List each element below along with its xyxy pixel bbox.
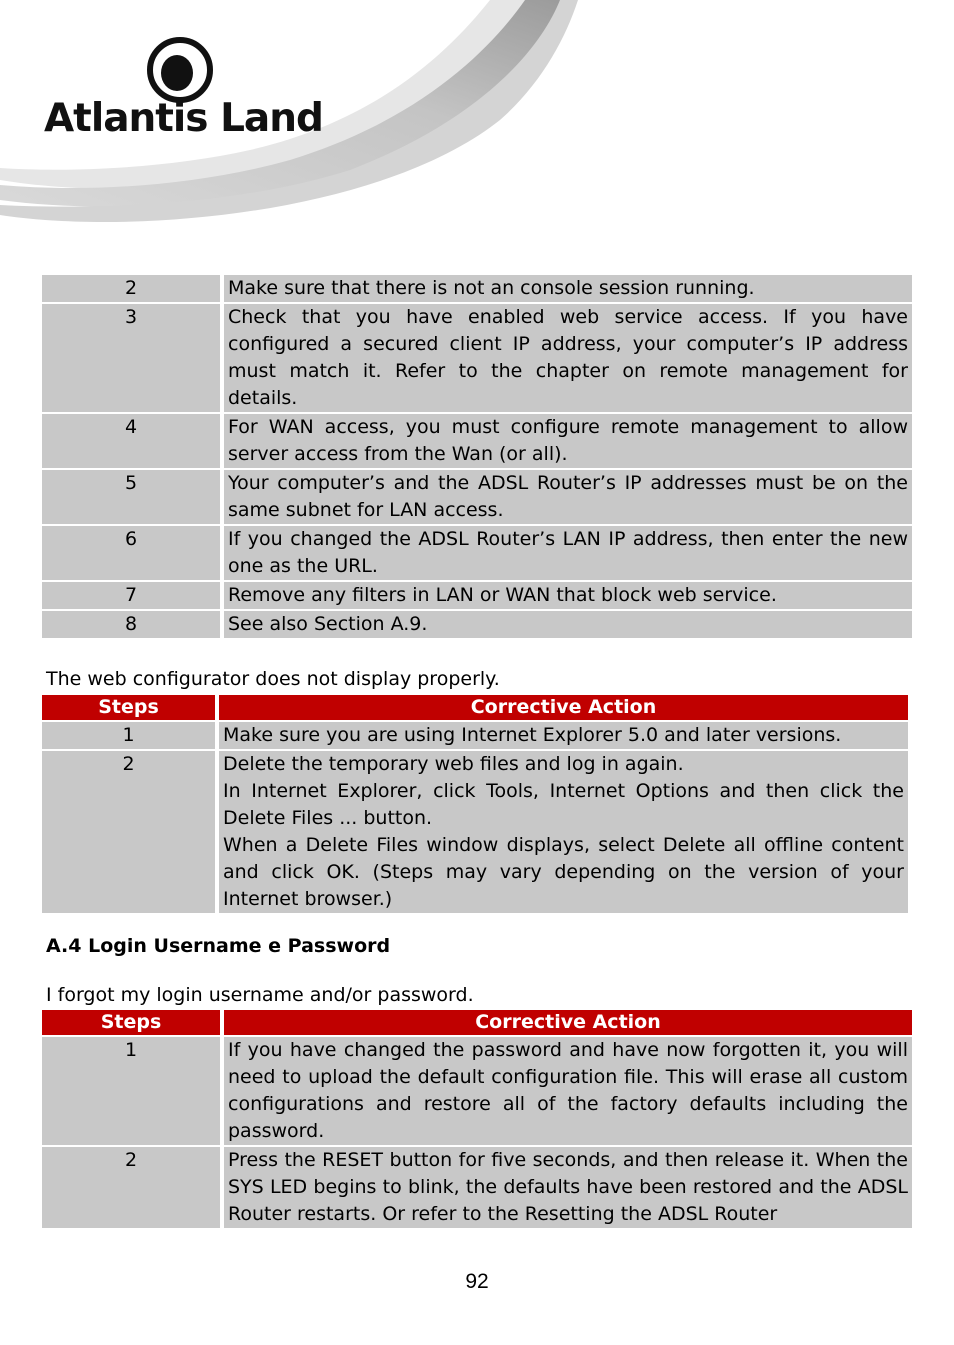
table-row [42, 1037, 912, 1145]
table-row [42, 526, 912, 580]
step-number: 1 [42, 722, 215, 749]
step-number: 2 [42, 275, 220, 302]
table-row [42, 414, 912, 468]
step-description [224, 470, 912, 524]
step-description [224, 304, 912, 412]
step-description [224, 414, 912, 468]
step-description [224, 526, 912, 580]
brand-logo-text: Atlantis Land [44, 96, 323, 141]
step-text: Check that you have enabled web service access. If you have configured a secured client IP address, your computer’s IP address must match it. Refer to the chapter on remote management for details. [228, 306, 908, 409]
step-text: See also Section A.9. [228, 613, 428, 635]
step-description [224, 611, 912, 638]
section3-heading: A.4 Login Username e Password [46, 935, 391, 957]
step-number: 8 [42, 611, 220, 638]
step-text: If you changed the ADSL Router’s LAN IP address, then enter the new one as the URL. [228, 528, 908, 577]
step-number: 2 [42, 1147, 220, 1228]
table-row [42, 304, 912, 412]
step-text: Delete the temporary web files and log in again. [223, 753, 684, 775]
step-number: 6 [42, 526, 220, 580]
step-number: 3 [42, 304, 220, 412]
step-description [219, 722, 908, 749]
step-text: Make sure you are using Internet Explorer 5.0 and later versions. [223, 724, 842, 746]
step-number: 2 [42, 751, 215, 913]
step-description [224, 1037, 912, 1145]
section3-intro: I forgot my login username and/or password. [46, 984, 474, 1006]
step-number: 5 [42, 470, 220, 524]
table-row [42, 751, 908, 913]
action-header: Corrective Action [219, 695, 908, 720]
table-row [42, 722, 908, 749]
step-text: Make sure that there is not an console session running. [228, 277, 755, 299]
action-header: Corrective Action [224, 1010, 912, 1035]
step-text: Remove any filters in LAN or WAN that block web service. [228, 584, 777, 606]
step-text: When a Delete Files window displays, select Delete all offline content and click OK. (Steps may vary depending on the version of your Internet browser.) [223, 834, 904, 910]
troubleshoot-table-2 [42, 693, 908, 915]
step-text: If you have changed the password and have now forgotten it, you will need to upload the default configuration file. This will erase all custom configurations and restore all of the factory defaults including the password. [228, 1039, 908, 1142]
step-description [224, 275, 912, 302]
section2-intro: The web configurator does not display properly. [46, 668, 500, 690]
steps-header: Steps [42, 1010, 220, 1035]
page-number: 92 [465, 1270, 489, 1293]
step-text: For WAN access, you must configure remote management to allow server access from the Wan (or all). [228, 416, 908, 465]
step-text: Press the RESET button for five seconds, and then release it. When the SYS LED begins to blink, the defaults have been restored and the ADSL Router restarts. Or refer to the Resetting the ADSL Router [228, 1149, 908, 1225]
table-row [42, 275, 912, 302]
step-number: 1 [42, 1037, 220, 1145]
table-row [42, 582, 912, 609]
step-description [224, 1147, 912, 1228]
step-text: Your computer’s and the ADSL Router’s IP addresses must be on the same subnet for LAN access. [228, 472, 908, 521]
troubleshoot-table-1 [42, 273, 912, 640]
step-description [224, 582, 912, 609]
steps-header: Steps [42, 695, 215, 720]
table-row [42, 470, 912, 524]
step-number: 4 [42, 414, 220, 468]
step-text: In Internet Explorer, click Tools, Internet Options and then click the Delete Files ... button. [223, 780, 904, 829]
step-number: 7 [42, 582, 220, 609]
step-description [219, 751, 908, 913]
table-row [42, 611, 912, 638]
table-row [42, 1147, 912, 1228]
troubleshoot-table-3 [42, 1008, 912, 1230]
